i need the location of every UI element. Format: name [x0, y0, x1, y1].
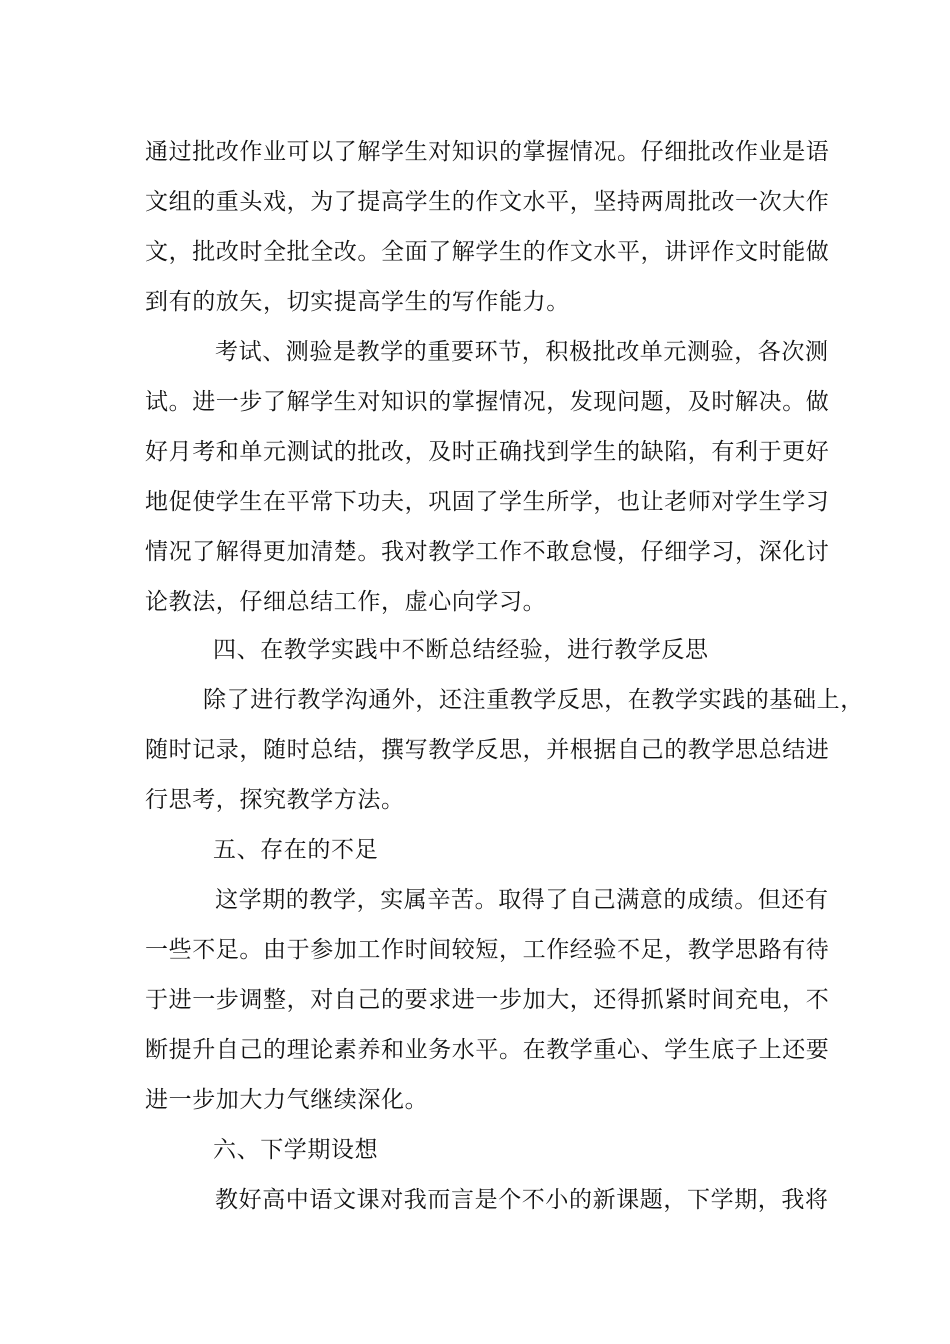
paragraph-line: 进一步加大力气继续深化。: [145, 1087, 429, 1113]
paragraph-line: 随时记录，随时总结，撰写教学反思，并根据自己的教学思总结进: [145, 737, 830, 763]
paragraph-line: 断提升自己的理论素养和业务水平。在教学重心、学生底子上还要: [145, 1037, 830, 1063]
section-heading: 五、存在的不足: [213, 837, 379, 863]
paragraph-line: 教好高中语文课对我而言是个不小的新课题，下学期，我将: [215, 1187, 829, 1213]
paragraph-line: 行思考，探究教学方法。: [145, 787, 405, 813]
paragraph-line: 文，批改时全批全改。全面了解学生的作文水平，讲评作文时能做: [145, 239, 830, 265]
section-heading: 四、在教学实践中不断总结经验，进行教学反思: [213, 637, 709, 663]
paragraph-line: 论教法，仔细总结工作，虚心向学习。: [145, 589, 547, 615]
paragraph-line: 一些不足。由于参加工作时间较短，工作经验不足，教学思路有待: [145, 937, 830, 963]
paragraph-line: 到有的放矢，切实提高学生的写作能力。: [145, 289, 570, 315]
paragraph-line: 通过批改作业可以了解学生对知识的掌握情况。仔细批改作业是语: [145, 139, 830, 165]
paragraph-line: 除了进行教学沟通外，还注重教学反思，在教学实践的基础上，: [203, 687, 864, 713]
paragraph-line: 考试、测验是教学的重要环节，积极批改单元测验，各次测: [215, 339, 829, 365]
paragraph-line: 情况了解得更加清楚。我对教学工作不敢怠慢，仔细学习，深化讨: [145, 539, 830, 565]
paragraph-line: 这学期的教学，实属辛苦。取得了自己满意的成绩。但还有: [215, 887, 829, 913]
section-heading: 六、下学期设想: [213, 1137, 379, 1163]
paragraph-line: 好月考和单元测试的批改，及时正确找到学生的缺陷，有利于更好: [145, 439, 830, 465]
paragraph-line: 地促使学生在平常下功夫，巩固了学生所学，也让老师对学生学习: [145, 489, 830, 515]
paragraph-line: 文组的重头戏，为了提高学生的作文水平，坚持两周批改一次大作: [145, 189, 830, 215]
paragraph-line: 试。进一步了解学生对知识的掌握情况，发现问题，及时解决。做: [145, 389, 830, 415]
paragraph-line: 于进一步调整，对自己的要求进一步加大，还得抓紧时间充电，不: [145, 987, 830, 1013]
